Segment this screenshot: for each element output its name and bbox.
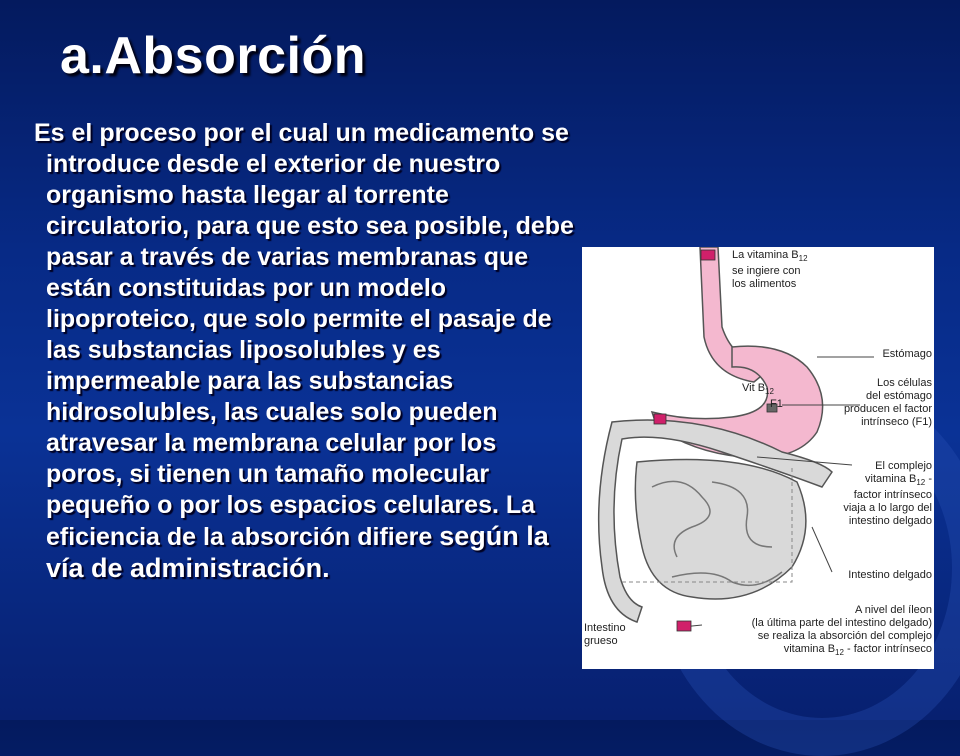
label-large-intestine: Intestino grueso xyxy=(584,622,626,647)
body-paragraph xyxy=(34,118,576,585)
paragraph-main: Es el proceso por el cual un medicamento se introduce desde el exterior de nuestro organismo hasta llegar al torrente circulatorio, para que esto sea posible, debe pasar a través de varias membranas que están constituidas por un modelo lipoproteico, que solo permite el pasaje de las substancias liposolubles y es impermeable para las substancias hidrosolubles, las cuales solo pueden atravesar la membrana celular por los poros, si tienen un tamaño molecular pequeño o por los espacios celulares. La eficiencia de la absorción difiere xyxy=(34,119,574,551)
label-ingest: La vitamina $B_{12}$ se ingiere con los alimentos xyxy=(732,249,808,291)
label-vit: Vit $B_{12}$ F1 xyxy=(742,382,783,411)
label-cells: Los células del estómago producen el factor intrínseco (F1) xyxy=(843,377,932,428)
paragraph-end: según la vía de administración. xyxy=(46,521,549,583)
label-stomach: Estómago xyxy=(882,348,932,360)
label-complex: El complejo vitamina $B_{12}$ - factor intrínseco viaja a lo largo del intestino delgado xyxy=(843,460,932,528)
digestive-system-figure xyxy=(582,247,934,669)
small-intestine-shape xyxy=(635,460,806,600)
vitamin-marker-ileum xyxy=(677,621,691,631)
vitamin-marker-top xyxy=(701,250,715,260)
label-small-intestine: Intestino delgado xyxy=(848,569,932,581)
label-ileum: A nivel del íleon (la última parte del intestino delgado) se realiza la absorción del complejo vitamina $B_{12}$ - factor intrínseco xyxy=(751,604,932,658)
slide-title: a.Absorción xyxy=(60,27,366,85)
vitamin-marker-stomach xyxy=(654,414,666,424)
